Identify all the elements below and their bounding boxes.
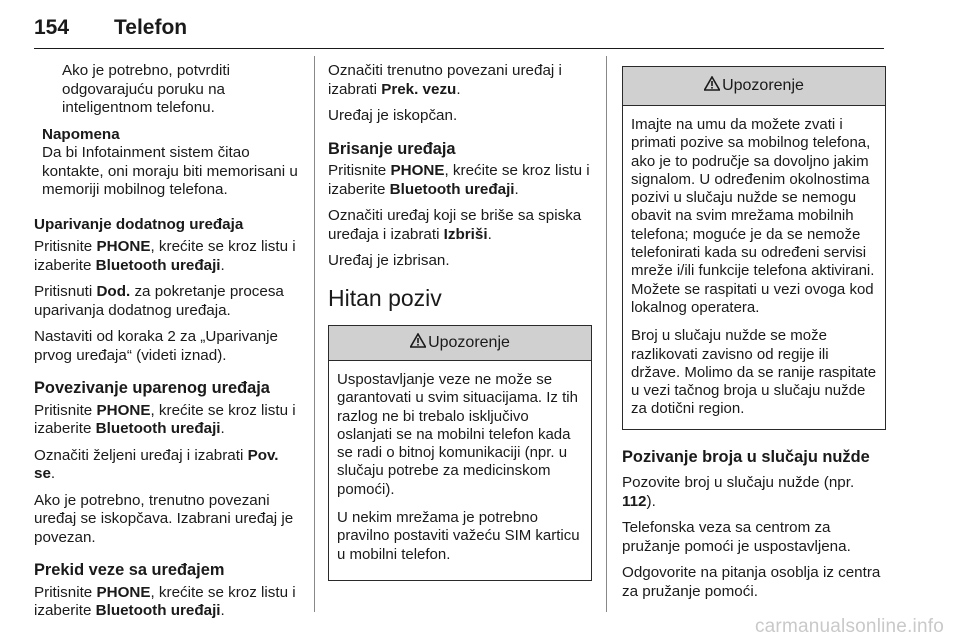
paragraph: Označiti trenutno povezani uređaj i izabrati Prek. vezu. bbox=[328, 62, 562, 98]
column-divider-2 bbox=[606, 56, 607, 612]
warning-paragraph: U nekim mrežama je potrebno pravilno postaviti važeću SIM karticu u mobilni telefon. bbox=[337, 509, 580, 563]
connect-heading: Povezivanje uparenog uređaja bbox=[34, 379, 270, 397]
watermark: carmanualsonline.info bbox=[754, 616, 944, 637]
column-1 bbox=[34, 62, 302, 629]
intro-paragraph: Ako je potrebno, potvrditi odgovarajuću poruku na inteligentnom telefonu. bbox=[62, 62, 231, 116]
column-divider-1 bbox=[314, 56, 315, 612]
emergency-heading: Pozivanje broja u slučaju nužde bbox=[622, 447, 870, 466]
warning-triangle-icon bbox=[704, 68, 720, 106]
warning-paragraph: Imajte na umu da možete zvati i primati pozive sa mobilnog telefona, ako je to područje sa dovoljno jakim signalom. U određenim okolnostima pozivi u slučaju nužde se nemogu obavit na svim mrežama mobilnih telefona; moguće je da se nemože telefonirati kada su određeni servisi mreže i/ili funkcije telefona aktivirani. Možete se raspitati u vezi ovoga kod lokalnog operatera. bbox=[631, 116, 875, 316]
note-title: Napomena bbox=[42, 125, 120, 143]
warning-title: Upozorenje bbox=[722, 77, 804, 94]
running-title: Telefon bbox=[114, 16, 188, 39]
paragraph: Nastaviti od koraka 2 za „Uparivanje prvog uređaja“ (videti iznad). bbox=[34, 328, 278, 364]
warning-body bbox=[329, 361, 591, 580]
paragraph: Telefonska veza sa centrom za pružanje pomoći je uspostavljena. bbox=[622, 519, 851, 555]
warning-header bbox=[623, 67, 885, 106]
warning-paragraph: Uspostavljanje veze ne može se garantovati u svim situacijama. Iz tih razlog ne bi trebalo isključivo oslanjati se na mobilni telefon kada se radi o bitnoj komunikaciji (npr. u slučaju potrebe za medicinskom pomoći). bbox=[337, 371, 578, 498]
pair-heading: Uparivanje dodatnog uređaja bbox=[34, 215, 244, 233]
warning-triangle-icon bbox=[410, 327, 426, 361]
section-title: Hitan poziv bbox=[328, 284, 442, 311]
column-2 bbox=[328, 62, 592, 589]
paragraph: Uređaj je izbrisan. bbox=[328, 252, 450, 269]
paragraph: Pritisnite PHONE, krećite se kroz listu i izaberite Bluetooth uređaji. bbox=[34, 401, 296, 437]
paragraph: Uređaj je iskopčan. bbox=[328, 107, 458, 124]
delete-heading: Brisanje uređaja bbox=[328, 139, 456, 158]
paragraph: Označiti uređaj koji se briše sa spiska uređaja i izabrati Izbriši. bbox=[328, 207, 582, 243]
warning-box bbox=[622, 66, 886, 430]
paragraph: Označiti željeni uređaj i izabrati Pov. se. bbox=[34, 446, 279, 482]
paragraph: Ako je potrebno, trenutno povezani uređaj se iskopčava. Izabrani uređaj je povezan. bbox=[34, 491, 294, 546]
paragraph: Pozovite broj u slučaju nužde (npr. 112). bbox=[622, 474, 855, 510]
paragraph: Odgovorite na pitanja osoblja iz centra za pružanje pomoći. bbox=[622, 564, 881, 600]
paragraph: Pritisnuti Dod. za pokretanje procesa uparivanja dodatnog uređaja. bbox=[34, 283, 284, 319]
warning-title: Upozorenje bbox=[428, 334, 510, 351]
page-header bbox=[34, 18, 884, 49]
warning-header bbox=[329, 326, 591, 361]
warning-box bbox=[328, 325, 592, 581]
warning-body bbox=[623, 106, 885, 429]
note-text: Da bi Infotainment sistem čitao kontakte, oni moraju biti memorisani u memoriji mobilnog telefona. bbox=[42, 144, 298, 198]
paragraph: Pritisnite PHONE, krećite se kroz listu i izaberite Bluetooth uređaji. bbox=[328, 162, 590, 198]
paragraph: Pritisnite PHONE, krećite se kroz listu i izaberite Bluetooth uređaji. bbox=[34, 238, 296, 274]
column-3 bbox=[622, 66, 886, 609]
warning-paragraph: Broj u slučaju nužde se može razlikovati zavisno od regije ili države. Molimo da se ranije raspitate u vezi tačnog broja u slučaju nužde za dotični region. bbox=[631, 327, 877, 418]
page-number: 154 bbox=[34, 16, 70, 39]
paragraph: Pritisnite PHONE, krećite se kroz listu i izaberite Bluetooth uređaji. bbox=[34, 583, 296, 619]
disconnect-heading: Prekid veze sa uređajem bbox=[34, 561, 225, 579]
